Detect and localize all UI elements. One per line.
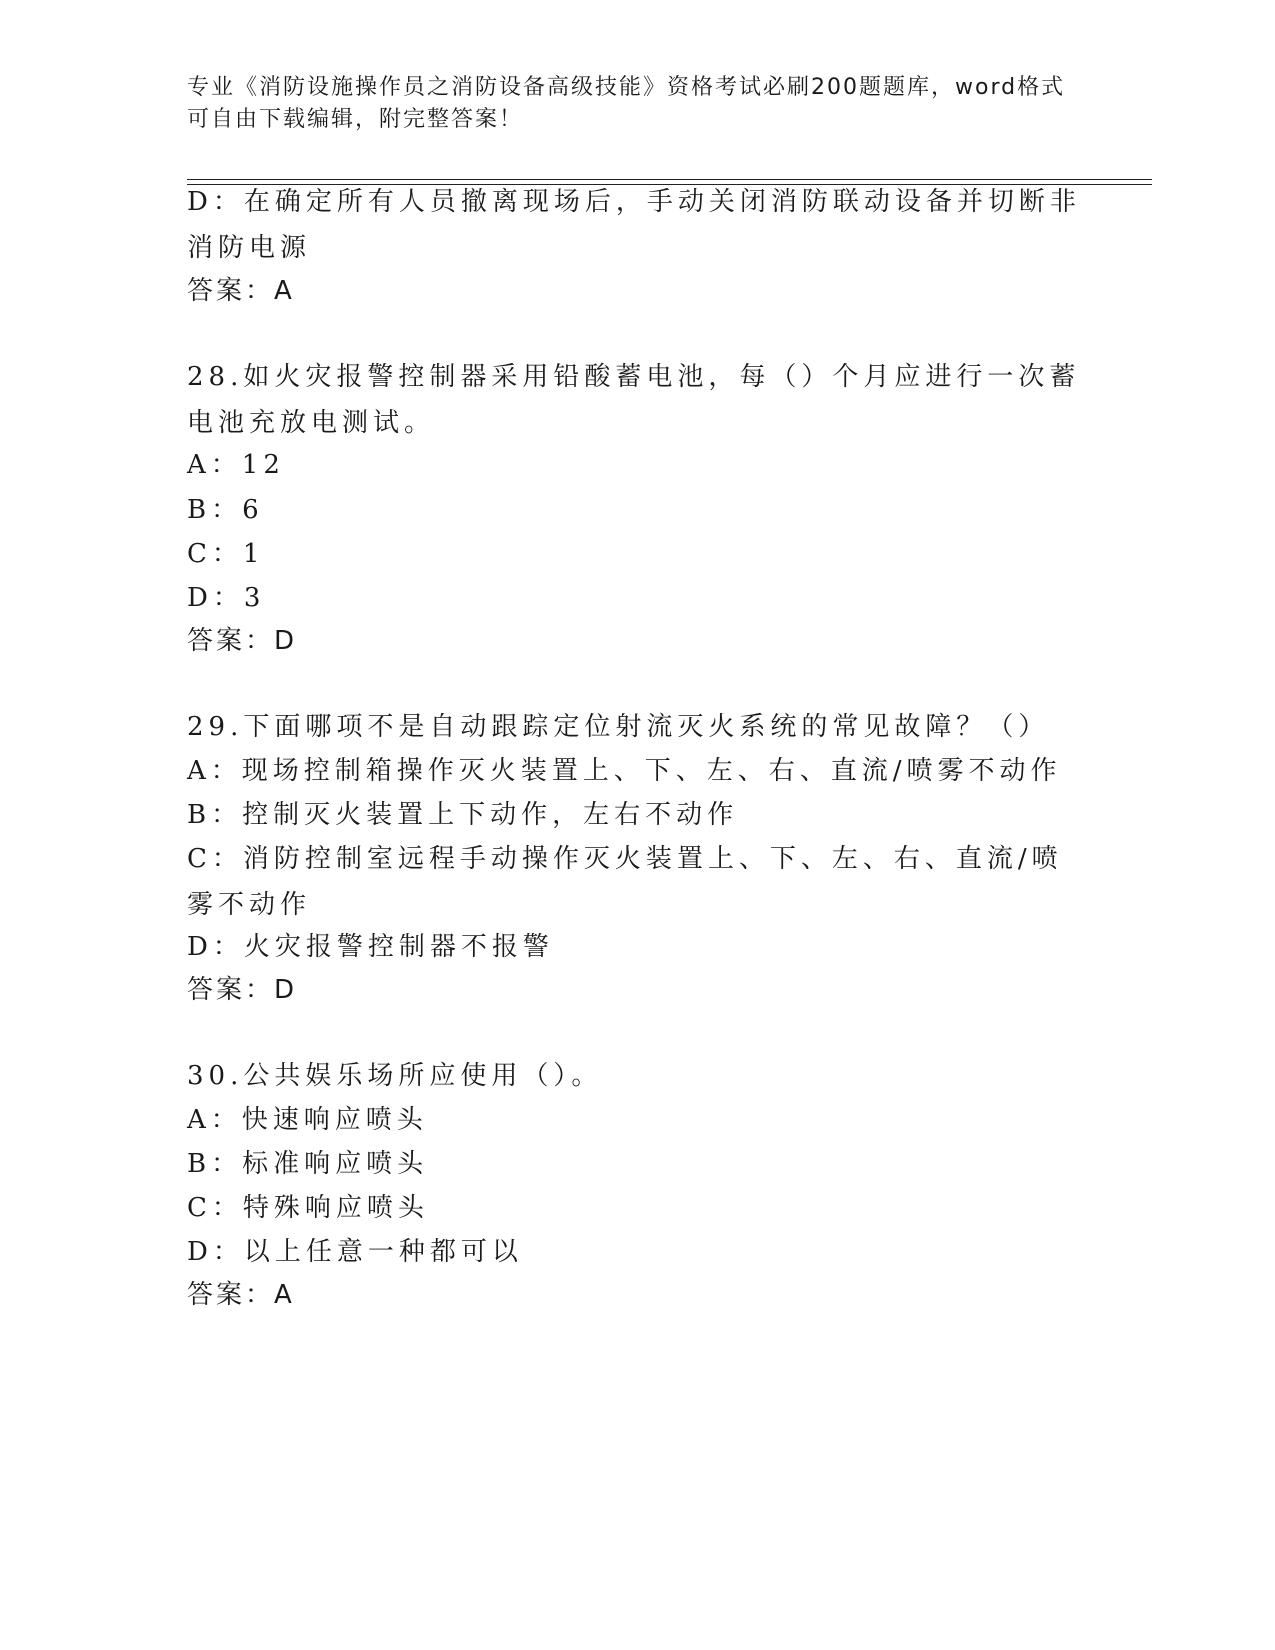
q28-option-d: D：3 <box>187 583 266 613</box>
q30-option-a: A：快速响应喷头 <box>187 1105 428 1135</box>
q30-answer: 答案：A <box>187 1280 295 1310</box>
q28-option-a: A：12 <box>187 450 285 480</box>
q29-option-c: C：消防控制室远程手动操作灭火装置上、下、左、右、直流/喷雾不动作 <box>187 844 1063 920</box>
q30-option-d: D：以上任意一种都可以 <box>187 1237 523 1267</box>
q28-option-c: C：1 <box>187 539 265 569</box>
q29-option-a: A：现场控制箱操作灭火装置上、下、左、右、直流/喷雾不动作 <box>187 756 1062 786</box>
q28-answer: 答案：D <box>187 626 298 656</box>
q27-option-d: D：在确定所有人员撤离现场后，手动关闭消防联动设备并切断非消防电源 <box>187 187 1081 263</box>
q29-question: 29.下面哪项不是自动跟踪定位射流灭火系统的常见故障？（） <box>187 712 1050 742</box>
q29-option-b: B：控制灭火装置上下动作，左右不动作 <box>187 800 739 830</box>
q28-question: 28.如火灾报警控制器采用铅酸蓄电池，每（）个月应进行一次蓄电池充放电测试。 <box>187 362 1081 438</box>
q27-answer: 答案：A <box>187 276 295 306</box>
q30-option-c: C：特殊响应喷头 <box>187 1193 429 1223</box>
q30-question: 30.公共娱乐场所应使用（）。 <box>187 1061 603 1091</box>
q29-answer: 答案：D <box>187 975 298 1005</box>
q30-option-b: B：标准响应喷头 <box>187 1149 429 1179</box>
q29-option-d: D：火灾报警控制器不报警 <box>187 932 554 962</box>
q28-option-b: B：6 <box>187 495 264 525</box>
document-header: 专业《消防设施操作员之消防设备高级技能》资格考试必刷200题题库，word格式可自由下载编辑，附完整答案！ <box>187 75 1066 132</box>
